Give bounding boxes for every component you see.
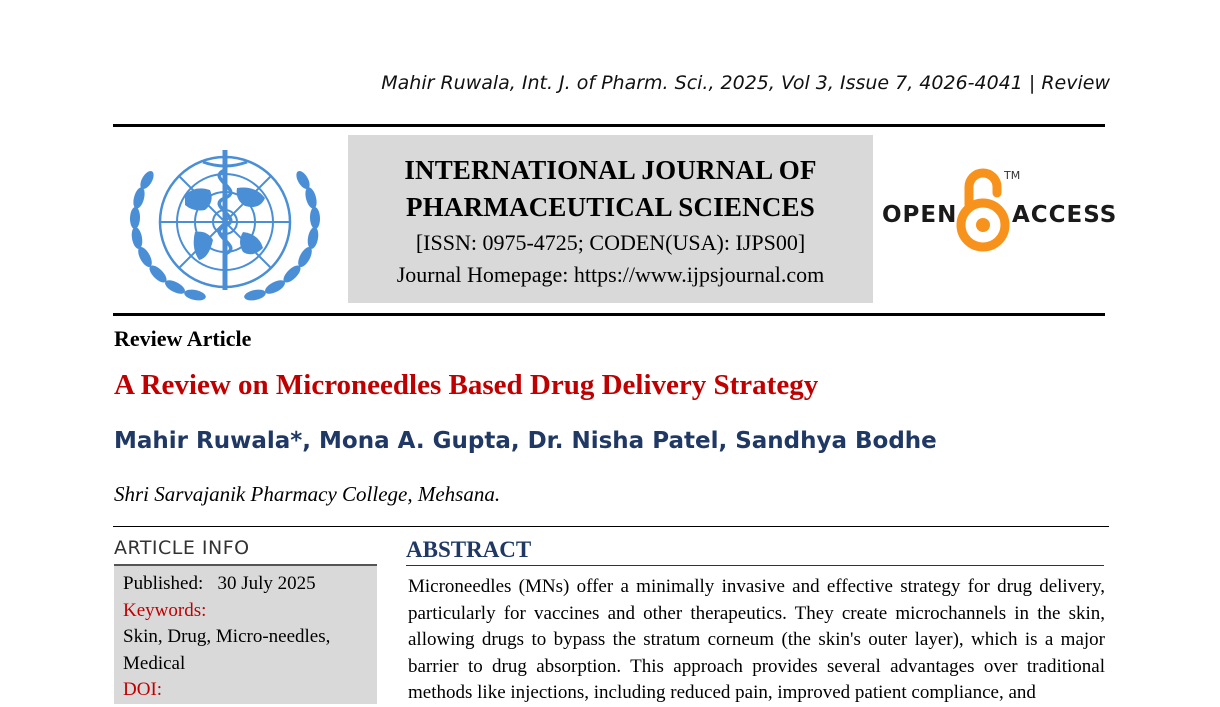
- journal-homepage[interactable]: Journal Homepage: https://www.ijpsjournal.com: [396, 262, 825, 287]
- abstract-heading: ABSTRACT: [406, 537, 1104, 566]
- published-line: [123, 571, 368, 598]
- journal-masthead: [348, 135, 873, 303]
- article-authors: Mahir Ruwala*, Mona A. Gupta, Dr. Nisha Patel, Sandhya Bodhe: [114, 428, 937, 454]
- open-access-lock-icon: [955, 165, 1011, 253]
- abstract-body: Microneedles (MNs) offer a minimally invasive and effective strategy for drug delivery, particularly for vaccines and other therapeutics. They create microchannels in the skin, allowing drugs to bypass the stratum corneum (the skin's outer layer), which is a major barrier to drug absorption. This approach provides several advantages over traditional methods like injections, including reduced pain, improved patient compliance, and: [408, 576, 1105, 703]
- article-title: A Review on Microneedles Based Drug Delivery Strategy: [114, 369, 819, 401]
- open-access-badge: [880, 165, 1118, 255]
- published-label: Published:: [123, 573, 204, 594]
- open-access-word-open: OPEN: [882, 202, 958, 228]
- journal-name-line1: INTERNATIONAL JOURNAL OF: [404, 155, 817, 185]
- open-access-trademark: TM: [1004, 169, 1021, 182]
- article-type: Review Article: [114, 326, 252, 351]
- journal-issn: [ISSN: 0975-4725; CODEN(USA): IJPS00]: [415, 230, 806, 255]
- article-info-heading: ARTICLE INFO: [114, 537, 250, 559]
- article-affiliation: Shri Sarvajanik Pharmacy College, Mehsana.: [114, 482, 501, 506]
- doi-label: DOI:: [123, 679, 163, 700]
- published-date: 30 July 2025: [217, 573, 316, 594]
- keywords-label: Keywords:: [123, 599, 207, 621]
- top-rule: [113, 124, 1105, 127]
- bottom-rule: [113, 313, 1105, 316]
- keywords-value: Skin, Drug, Micro-needles, Medical: [123, 626, 331, 674]
- globe-caduceus-emblem-icon: [125, 140, 325, 305]
- journal-name-line2: PHARMACEUTICAL SCIENCES: [406, 192, 815, 222]
- section-divider: [113, 526, 1109, 527]
- article-info-box: [114, 564, 377, 704]
- open-access-word-access: ACCESS: [1012, 202, 1118, 228]
- running-head: Mahir Ruwala, Int. J. of Pharm. Sci., 2025, Vol 3, Issue 7, 4026-4041 | Review: [381, 72, 1110, 94]
